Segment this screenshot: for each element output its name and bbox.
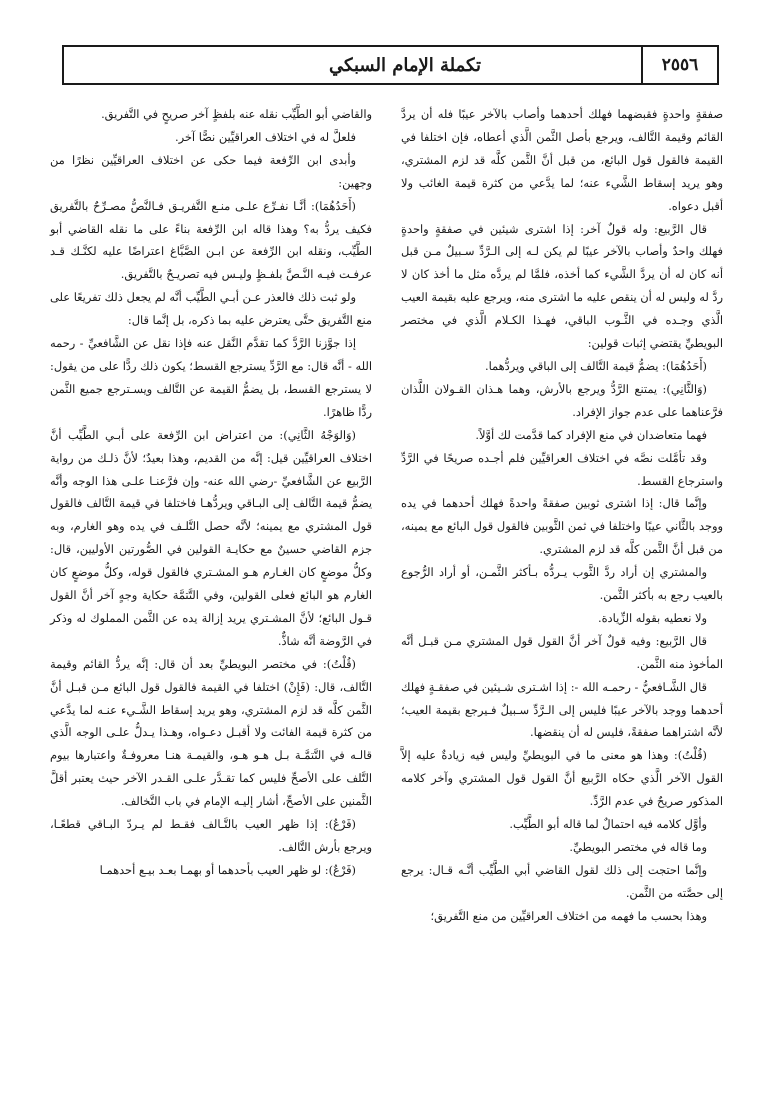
- paragraph: وما قاله في مختصر البويطيِّ.: [569, 840, 707, 854]
- paragraph: (فَرْعٌ): لو ظهر العيب بأحدهما أو بهمـا بعـد بيـع أحدهمـا: [99, 862, 356, 877]
- paragraph: إذا جوَّزنا الرَّدَّ كما تقدَّم النَّقل عنه فإذا نقل عن الشَّافعيِّ - رحمه الله - أنَّه قال: مع الرَّدِّ يسترجع القسط؛ يكون ذلك ردًّا على من يقول: لا يسترجع القسط، بل يضمُّ القيمة عن التَّالف ويسـترجع جميع الثَّمن ردًّا ظاهرًا.: [50, 336, 372, 419]
- paragraph: وأوَّل كلامه فيه احتمالٌ لما قاله أبو الطَّيِّب.: [509, 817, 707, 832]
- paragraph: ولو ثبت ذلك فالعذر عـن أبـي الطَّيِّب أنَّه لم يجعل ذلك تفريعًا على منع التَّفريق حتَّى يعترض عليه بما ذكره، بل إنَّما قال:: [50, 290, 372, 328]
- paragraph: صفقةٍ واحدةٍ فقبضهما فهلك أحدهما وأصاب بالآخر عيبًا فله أن يردَّ القائم وقيمة التَّالف، ويرجع بأصل الثَّمن الَّذي أعطاه، فإن اختلفا في القيمة فالقول قول البائع، من قبل أنَّ الثَّمن كلَّه قد لزم المشتري، وهو يريد إسقاط الشَّيء عنه؛ لما يدَّعي من كثرة قيمة الغائب ولا أقبل دعواه.: [401, 107, 723, 213]
- paragraph: (وَالثَّانِي): يمتنع الرَّدُّ ويرجع بالأرش، وهما هـذان القـولان اللَّذان فرَّعناهما على عدم جواز الإفراد.: [401, 381, 723, 419]
- paragraph: فهما متعاضدان في منع الإفراد كما قدَّمت لك أوَّلاً.: [475, 427, 707, 442]
- left-text-column: [50, 103, 372, 882]
- paragraph: فلعلَّ له في اختلاف العراقيِّين نصًّا آخر.: [174, 129, 356, 144]
- right-text-column: [401, 103, 723, 928]
- paragraph: قال الرَّبيع: وله قولٌ آخر: إذا اشترى شيئين في صفقةٍ واحدةٍ فهلك واحدٌ وأصاب بالآخر عيبًا لم يكن لـه إلى الـرَّدِّ سـبيلٌ مـن قبل أنه كان له أن يردَّ الشَّيء كما أخذه، فلمَّا لم يردَّه مثل ما أخذ كان لا ردَّ له وليس له أن ينقص عليه ما اشترى منه، ويرجع عليه بقيمة العيب الَّذي وجـده في الثَّـوب الباقي، فهـذا الكـلام الَّذي في مختصر البويطيِّ يقتضي إثبات قولين:: [401, 221, 723, 351]
- paragraph: والقاضي أبو الطَّيِّب نقله عنه بلفظٍ آخر صريحٍ في التَّفريق.: [101, 107, 372, 121]
- paragraph: وقد تأمَّلت نصَّه في اختلاف العراقيِّين فلم أجـده صريحًا في الرَّدِّ واسترجاع القسط.: [401, 450, 723, 488]
- paragraph: (قُلْتُ): في مختصر البويطيِّ بعد أن قال: إنَّه يردُّ القائم وقيمة التَّالف، قال: (فَإِنْ) اختلفا في القيمة فالقول قول البائع مـن قبـل أنَّ الثَّمن كلَّه قد لزم المشتري، وهو يريد إسقاط الشَّـيء عنـه لما يدَّعي من كثرة قيمة الفائت ولا أقبـل دعـواه، وهـذا يـدلُّ علـى الوجه الَّذي قالـه في التَّتمَّـة بـل هـو هـو، والقيمـة هنـا معروفـةٌ واعتبارها بيوم التَّلف على الأصحِّ فليس كما تقـدَّر علـى القـدر الآخر حيث يعتبر أقلَّ الثَّمنين على الأصحِّ، أشار إليـه الإمام في باب التَّخالف.: [50, 656, 372, 809]
- page-number: ٢٥٥٦: [641, 47, 717, 83]
- paragraph: ولا نعطيه بقوله الزِّيادة.: [597, 610, 707, 625]
- page-header: [62, 45, 719, 85]
- paragraph: (وَالوَجْهُ الثَّانِي): من اعتراض ابن الرِّفعة على أبـي الطَّيِّب أنَّ اختلاف العراقيِّين قيل: إنَّه من القديم، وهذا بعيدٌ؛ لأنَّ ذلـك من رواية الرَّبيع عن الشَّافعيِّ -رضي الله عنه- وإن فرَّعنـا علـى هذا الوجه وأنَّه يضمُّ قيمة التَّالف إلى البـاقي ويردُّهـا فاختلفا في قيمة التَّالف فالقول قول المشتري مع يمينه؛ لأنَّه حصل التَّلـف في يده وهو الغارم، وبه جزم القاضي حسينٌ مع حكايـة القولين في الصُّورتين الأوليين، قال: وكلُّ موضعٍ كان الغـارم هـو المشـتري فالقول قوله، وكلُّ موضعٍ كان الغارم هو البائع فعلى القولين، وفي التَّتمَّة حكاية وجهٍ آخر أنَّ القول قـول البائع؛ لأنَّ المشـتري يريد إزالة يده عن الثَّمن المملوك له وذكر في الرَّوضة أنَّه شاذٌّ.: [50, 427, 372, 648]
- running-title: تكملة الإمام السبكي: [329, 54, 481, 76]
- paragraph: (أَحَدُهُمَا): يضمُّ قيمة التَّالف إلى الباقي ويردُّهما.: [484, 358, 707, 373]
- paragraph: وأبدى ابن الرِّفعة فيما حكى عن اختلاف العراقيِّين نظرًا من وجهين:: [50, 152, 372, 190]
- paragraph: (فَرْعٌ): إذا ظهر العيب بالتَّـالف فقـط لم يـردّ البـاقي قطعًـا، ويرجع بأرش التَّالف.: [50, 817, 372, 854]
- paragraph: والمشتري إن أراد ردَّ الثَّوب يـردُّه بـأكثر الثَّمـن، أو أراد الرُّجوع بالعيب رجع به بأكثر الثَّمن.: [401, 565, 723, 603]
- paragraph: وإنَّما احتجت إلى ذلك لقول القاضي أبي الطَّيِّب أنَّـه قـال: يرجع إلى حصَّته من الثَّمن.: [401, 862, 723, 900]
- paragraph: (أَحَدُهُمَا): أنَّـا نفـرِّع علـى منـع التَّفريـق فـالنَّصُّ مصـرِّحٌ بالتَّفريق فكيف يردُّ به؟ وهذا قاله ابن الرِّفعة بناءً على ما نقله القاضي أبو الطَّيِّب، ونقله ابن الرِّفعة عن ابـن الصَّبَّاغ اعتراضًا عليه لكنَّـك قـد عرفـت فيـه النَّـصَّ بلفـظٍ وليـس فيه تصريـحٌ بالتَّفريق.: [50, 198, 372, 282]
- paragraph: (قُلْتُ): وهذا هو معنى ما في البويطيِّ وليس فيه زيادةٌ عليه إلاَّ القول الآخر الَّذي حكاه الرَّبيع أنَّ القول قول المشتري وآخر كلامه المذكور صريحٌ في عدم الرَّدِّ.: [401, 748, 723, 809]
- paragraph: وإنَّما قال: إذا اشترى ثوبين صفقةً واحدةً فهلك أحدهما في يده ووجد بالثَّاني عيبًا واختلفا في ثمن الثَّوبين فالقول قول البائع مع يمينه، من قبل أنَّ الثَّمن كلَّه قد لزم المشتري.: [401, 496, 723, 557]
- paragraph: قال الشَّـافعيُّ - رحمـه الله -: إذا اشـترى شـيئين في صفقـةٍ فهلك أحدهما ووجد بالآخر عيبًا فليس إلى الـرَّدِّ سـبيلٌ فـيرجع بقيمة العيب؛ لأنَّه اشتراهما صفقةً، فليس له أن ينقضها.: [401, 679, 723, 740]
- paragraph: وهذا بحسب ما فهمه من اختلاف العراقيِّين من منع التَّفريق؛: [430, 908, 707, 923]
- paragraph: قال الرَّبيع: وفيه قولٌ آخر أنَّ القول قول المشتري مـن قبـل أنَّه المأخوذ منه الثَّمن.: [401, 633, 723, 671]
